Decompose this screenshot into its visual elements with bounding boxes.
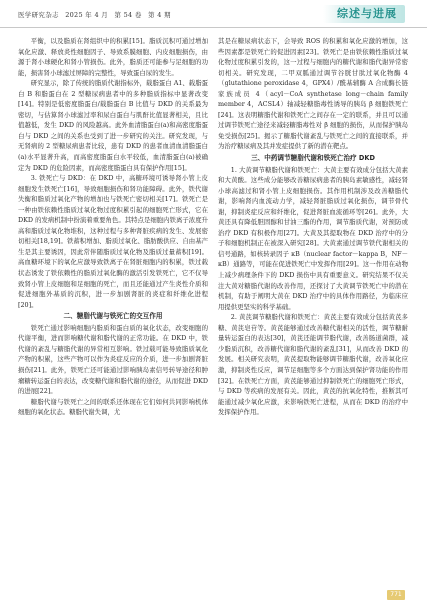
right-column [218, 36, 408, 592]
left-paragraph: 3. 铁死亡与 DKD：在 DKD 中，高糖环境可诱导肾小管上皮细胞发生铁死亡[16]，导致细胞损伤和肾功能障碍。此外，铁代谢失衡和脂质过氧化产物的增加也与铁死亡密切相关[17]。铁死亡是一种由铁依赖性脂质过氧化物过度积累引起的细胞死亡形式，它在 DKD 的发病机制中扮演着重要角色。其特点是细胞内铁离子浓度升高和脂质过氧化物堆积，这种过程与多种肾脏疾病的发生、发展密切相关[18,19]。铁蓄积增加、脂质过氧化、脂肪酸供应、自由基产生是其主要诱因，因此常伴随脂质过氧化物及脂质过量蓄积[19]。高血糖环境下的氧化应激导致铁离子在肾脏细胞内的积累，铁过载状态诱发了铁依赖性的脂质过氧化酶的激活引发铁死亡，它不仅导致肾小管上皮细胞和足细胞的死亡，而且还能通过产生炎性介质和促进细胞外基质的沉积，进一步加剧肾脏的炎症和纤维化进程[20]。 [18, 174, 208, 309]
journal-name: 医学研究杂志 [18, 11, 59, 19]
left-column [18, 36, 208, 592]
section-title: 三、中药调节糖脂代谢和铁死亡治疗 DKD [251, 154, 375, 163]
left-paragraph: 平衡，以及脂质在肾组织中的积累[15]。脂质沉积可通过增加氧化应激、释放炎性细胞因子、导致系膜细胞、内皮细胞损伤，由源于肾小球硬化和肾小管损伤。此外，脂质还可能参与足细胞的功能，损害肾小球滤过屏障的完整性，导致蛋白尿的发生。 [18, 37, 208, 77]
section-title: 二、糖脂代谢与铁死亡的交互作用 [63, 312, 163, 321]
journal-info [18, 10, 175, 19]
right-paragraph: 其是在糖尿病状态下，会导致 ROS 的积累和氧化应激的增加，这些因素都是铁死亡的促进因素[23]。铁死亡是由铁依赖性脂质过氧化物过度积累引发的，这一过程与细胞内的糖代谢和脂代谢异常密切相关。研究发现，二甲双胍通过调节谷胱甘肽过氧化物酶 4（glutathione peroxidase 4，GPX4）/酰基辅酶 A 合成酶长链家族成员 4（acyl－CoA synthetase long－chain family member 4，ACSL4）轴减轻糖脂毒性诱导的胰岛 β 细胞铁死亡[24]。这表明糖脂代谢和铁死亡之间存在一定的联系，并且可以通过调节铁死亡途径来减轻糖脂毒性对 β 细胞的损伤，从而保护胰岛免受损伤[25]。揭示了糖脂代谢紊乱与铁死亡之间的直接联系，并为治疗糖尿病及其并发症提供了新的潜在靶点。 [218, 37, 408, 151]
column-tag: 综述与进展 [323, 5, 405, 23]
volume: 第 54 卷 [114, 11, 142, 19]
page-number: 771 [387, 590, 405, 600]
page-header [0, 0, 427, 28]
right-paragraph: 1. 大黄调节糖脂代谢和铁死亡：大黄主要有效成分包括大黄素和大黄酸。这些成分能够改善糖尿病患者的胰岛素敏感性，减轻肾小球高滤过和肾小管上皮细胞损伤。其作用机制涉及改善糖脂代谢，影响肾内血流动力学，减轻肾脏脂质过氧化损伤，调节骨代谢，抑制炎症反应和纤维化，促进肾脏血流循环等[26]。此外，大黄还具有降低胆固醇和甘油三酯的作用，调节脂质代谢，对预防或治疗 DKD 有积极作用[27]。大黄及其提取物在 DKD 治疗中的分子和细胞机制正在被深入研究[28]。大黄素通过调节铁代谢相关的信号通路，如核转录因子 κB（nuclear factor－kappa B，NF－κB）通路等，可能在促进铁死亡中发挥作用[29]。这一作用在动物上减少病理条件下的 DKD 损伤中具有重要意义。研究结果不仅关注大黄对糖脂代谢的改善作用，还探讨了大黄调节铁死亡中的潜在机制，有助于阐明大黄在 DKD 治疗中的具体作用路径，为临床应用提供更坚实的科学基础。 [218, 165, 408, 311]
left-paragraph: 铁死亡通过影响细胞内脂质和蛋白质的氧化状态，改变细胞的代谢平衡，进而影响糖代谢和脂代谢的正常功能。在 DKD 中，铁代谢的紊乱与糖脂代谢的异常相互影响。铁过载可能导致脂质氧化产物的积累，这些产物可以作为炎症反应的介质，进一步加剧肾脏损伤[21]。此外，铁死亡还可能通过影响胰岛素信号转导途径和肿瘤糖转运蛋白的表达，改变糖代谢和脂代谢的途径，从而促进 DKD 的进展[22]。 [18, 323, 208, 396]
issue-date: 2025 年 4 月 [65, 11, 109, 19]
left-paragraph: 研究显示，除了传统的脂质代谢指标外，载脂蛋白 A1、载脂蛋白 B 和脂蛋白在 2 型糖尿病患者中的多种脂质指标中显著改变[14]。特别是低密度脂蛋白/载脂蛋白 B 比值与 DKD 的关系最为密切，与估算肾小球滤过率和尿白蛋白与肌酐比值显著相关，且比值越低，发生 DKD 的风险越高。此外血清脂蛋白(a)和高密度脂蛋白与 DKD 之间的关系也受到了进一步研究的关注。研究发现，与无肾病的 2 型糖尿病患者比较，患有 DKD 的患者血清血清脂蛋白(a)水平显著升高，而高密度脂蛋白水平较低，血清脂蛋白(a)被确定为 DKD 的危险因素，而高密度脂蛋白具有保护作用[15]。 [18, 79, 208, 172]
issue-number: 第 4 期 [148, 11, 171, 19]
right-paragraph: 2. 黄芪调节糖脂代谢和铁死亡：黄芪主要有效成分包括黄芪多糖、黄芪皂苷等。黄芪能够通过改善糖代谢相关的活性，调节糖耐量转运蛋白的表达[30]，黄芪还能调节脂代谢，改善肠道菌群，减少脂质沉积，改善糖代谢和脂代谢的紊乱[31]，从而改善 DKD 的发展。相关研究表明，黄芪提取物能够调节糖脂代谢，改善氧化应激，抑制炎性反应，调节足细胞等多个方面达到保护肾功能的作用[32]。在铁死亡方面，黄芪能够通过抑制铁死亡的细胞死亡形式，与 DKD 等疾病的发展有关。因此，黄芪的抗氧化特性，推断其可能通过减少氧化应激，来影响铁死亡进程，从而在 DKD 的治疗中发挥保护作用。 [218, 313, 408, 417]
left-paragraph: 糖脂代谢与铁死亡之间的联系还体现在它们如何共同影响机体细胞的氧化状态。糖脂代谢失调，尤 [18, 397, 208, 417]
